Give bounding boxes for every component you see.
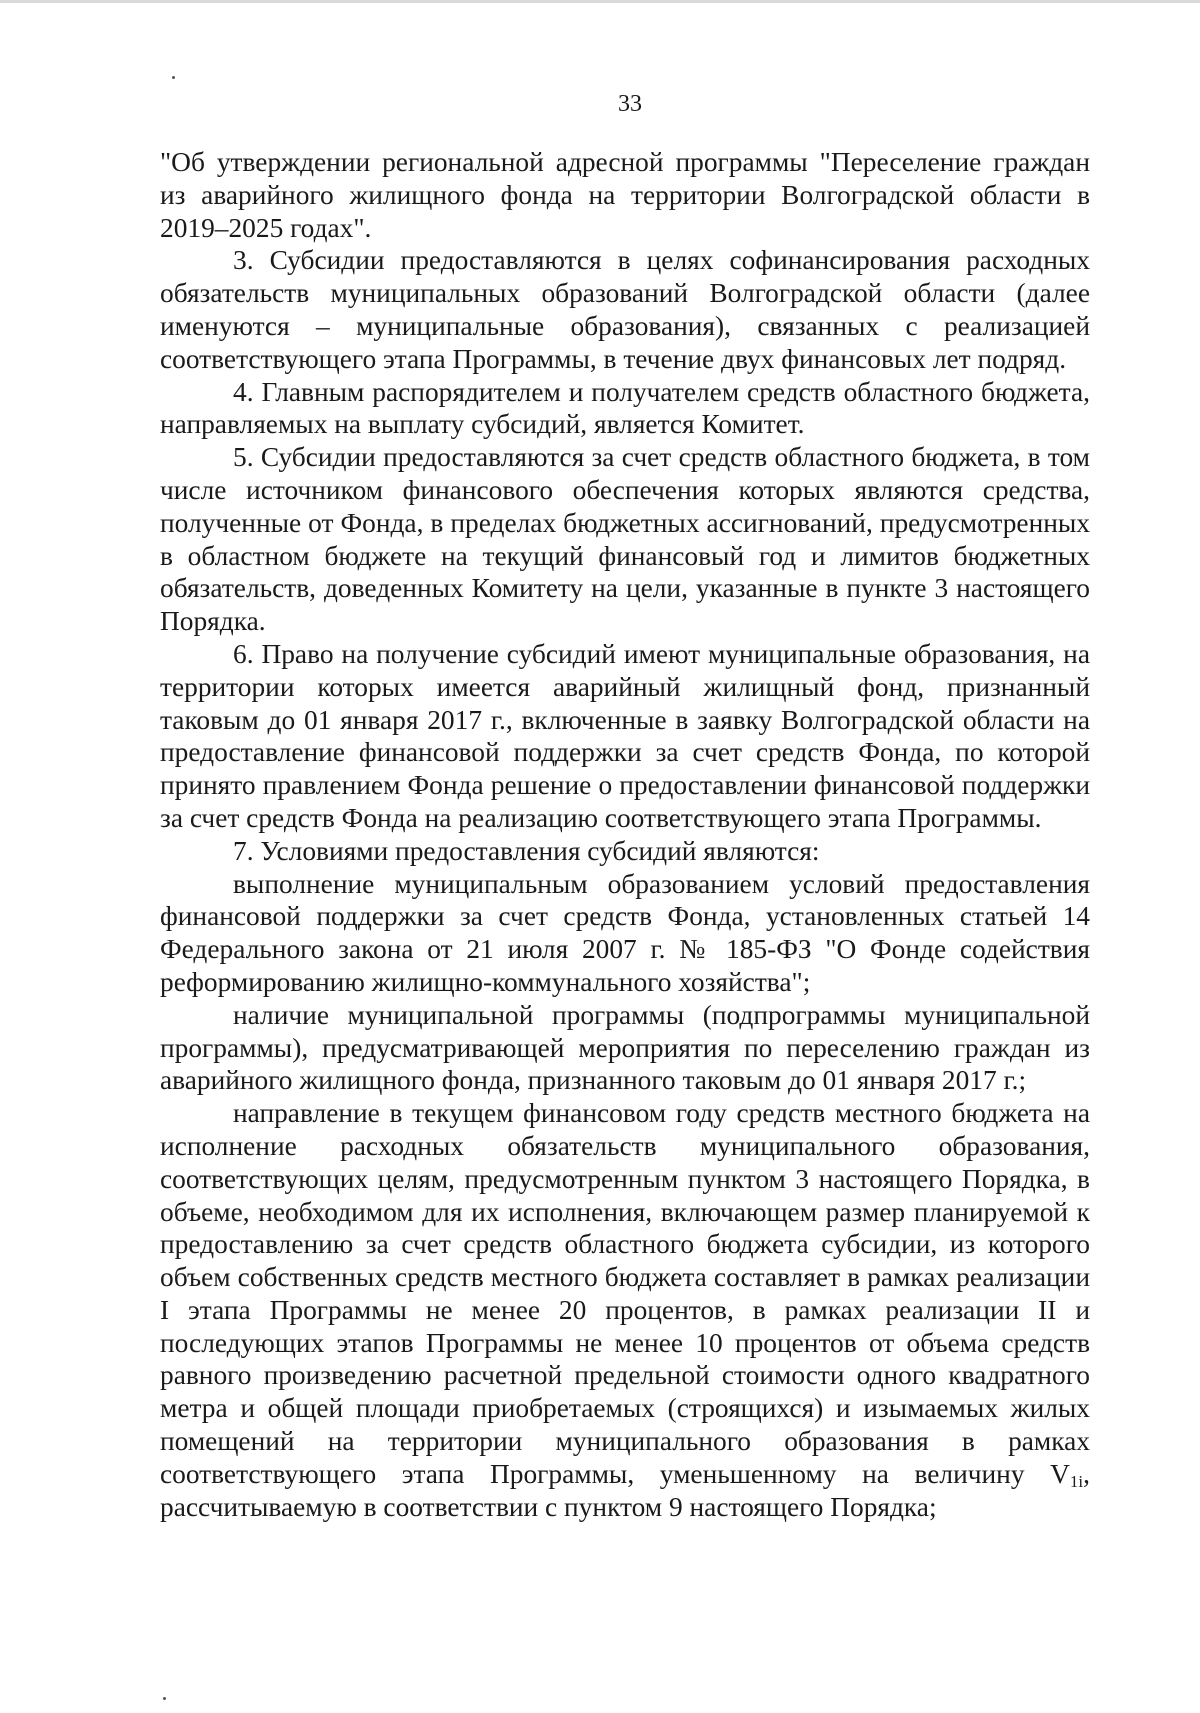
variable-v-subscript: 1i	[1069, 1471, 1084, 1491]
condition-3-text: направление в текущем финансовом году средств местного бюджета на исполнение расходных обязательств муниципального образования, соответствующих целям, предусмотренным пунктом 3 настоящего Порядка, в объеме, необходимом для их исполнения, включающем размер планируемой к предоставлению за счет средств областного бюджета субсидии, из которого объем собственных средств местного бюджета составляет в рамках реализации I этапа Программы не менее 20 процентов, в рамках реализации II и последующих этапов Программы не менее 10 процентов от объема средств равного произведению расчетной предельной стоимости одного квадратного метра и общей площади приобретаемых (строящихся) и изымаемых жилых помещений на территории муниципального образования в рамках соответствующего этапа Программы, уменьшенному на величину	[160, 1098, 1090, 1489]
paragraph-7-condition-1: выполнение муниципальным образованием условий предоставления финансовой поддержки за счет средств Фонда, установленных статьей 14 Федерального закона от 21 июля 2007 г. № 185-ФЗ "О Фонде содействия реформированию жилищно-коммунального хозяйства";	[160, 868, 1090, 997]
paragraph-6: 6. Право на получение субсидий имеют муниципальные образования, на территории которых имеется аварийный жилищный фонд, признанный таковым до 01 января 2017 г., включенные в заявку Волгоградской области на предоставление финансовой поддержки за счет средств Фонда, по которой принято правлением Фонда решение о предоставлении финансовой поддержки за счет средств Фонда на реализацию соответствующего этапа Программы.	[160, 638, 1090, 833]
variable-v: V	[1050, 1458, 1070, 1489]
paragraph-7: 7. Условиями предоставления субсидий являются:	[233, 835, 820, 866]
condition-3-tail: , рассчитываемую в соответствии с пунктом 9 настоящего Порядка;	[160, 1458, 1090, 1522]
paragraph-5: 5. Субсидии предоставляются за счет средств областного бюджета, в том числе источником финансового обеспечения которых являются средства, полученные от Фонда, в пределах бюджетных ассигнований, предусмотренных в областном бюджете на текущий финансовый год и лимитов бюджетных обязательств, доведенных Комитету на цели, указанные в пункте 3 настоящего Порядка.	[160, 442, 1090, 637]
paragraph-4: 4. Главным распорядителем и получателем средств областного бюджета, направляемых на выплату субсидий, является Комитет.	[160, 376, 1090, 440]
paragraph-3: 3. Субсидии предоставляются в целях софинансирования расходных обязательств муниципальных образований Волгоградской области (далее именуются – муниципальные образования), связанных с реализацией соответствующего этапа Программы, в течение двух финансовых лет подряд.	[160, 245, 1090, 374]
page-number: 33	[618, 91, 642, 117]
scan-top-edge	[0, 0, 1200, 3]
scan-speck	[163, 1697, 166, 1700]
scan-speck	[172, 76, 175, 79]
paragraph-7-condition-2: наличие муниципальной программы (подпрограммы муниципальной программы), предусматривающей мероприятия по переселению граждан из аварийного жилищного фонда, признанного таковым до 01 января 2017 г.;	[160, 999, 1090, 1096]
document-body	[160, 146, 1090, 1523]
paragraph-7-condition-3	[160, 1097, 1090, 1523]
paragraph-continuation: "Об утверждении региональной адресной программы "Переселение граждан из аварийного жилищного фонда на территории Волгоградской области в 2019–2025 годах".	[160, 147, 1090, 243]
